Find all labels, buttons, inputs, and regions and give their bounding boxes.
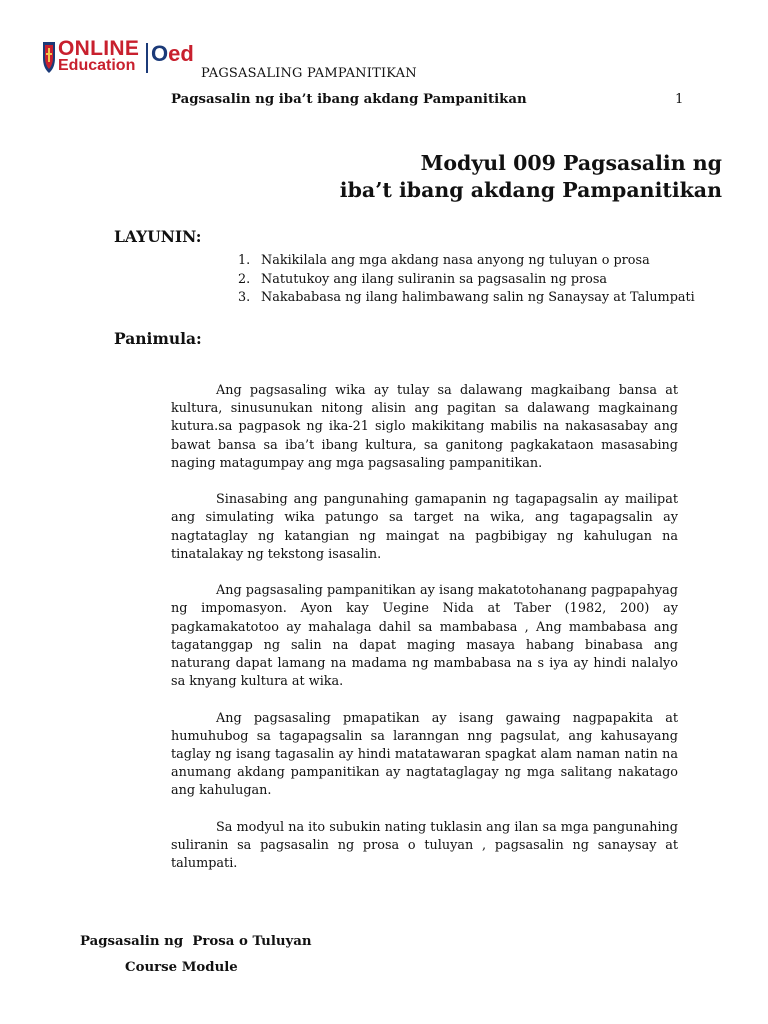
body-paragraph: Ang pagsasaling wika ay tulay sa dalawang magkaibang bansa at kultura, sinusunukan nitong alisin ang pagitan sa dalawang magkainang kutura.sa pagpasok ng ika-21 siglo makikitang mabilis na nakasasabay ang bawat bansa sa iba’t ibang kultura, sa ganitong pagkakataon masasabing naging matagumpay ang mga pagsasaling pampanitikan. xyxy=(171,383,678,471)
objective-item xyxy=(238,271,695,290)
objective-item xyxy=(238,252,695,271)
body-paragraph: Sinasabing ang pangunahing gamapanin ng tagapagsalin ay mailipat ang simulating wika patungo sa target na wika, ang tagapagsalin ay nagtataglay ng katangian ng maingat na pagbibigay ng kahulugan na tinatalakay ng tekstong isasalin. xyxy=(171,492,678,562)
logo-education-text: Education xyxy=(58,57,136,74)
footer-topic: Pagsasalin ng Prosa o Tuluyan xyxy=(80,934,312,949)
module-title xyxy=(340,150,722,204)
logo-oed-o: O xyxy=(151,41,169,66)
logo-oed-text xyxy=(151,42,194,66)
shield-icon xyxy=(42,40,56,74)
objectives-list xyxy=(238,252,695,308)
course-header: PAGSASALING PAMPANITIKAN xyxy=(201,66,417,81)
objective-number: 1. xyxy=(238,253,251,268)
layunin-heading: LAYUNIN: xyxy=(114,227,202,246)
module-title-line1: Modyul 009 Pagsasalin ng xyxy=(420,151,722,175)
objective-text: Natutukoy ang ilang suliranin sa pagsasalin ng prosa xyxy=(261,271,608,287)
topic-header: Pagsasalin ng iba’t ibang akdang Pampanitikan xyxy=(171,92,527,107)
page-number: 1 xyxy=(675,92,684,107)
body-paragraph: Sa modyul na ito subukin nating tuklasin ang ilan sa mga pangunahing suliranin sa pagsasalin ng prosa o tuluyan , pagsasalin ng sanaysay at talumpati. xyxy=(171,819,678,872)
logo-divider xyxy=(146,43,148,73)
objective-text: Nakababasa ng ilang halimbawang salin ng Sanaysay at Talumpati xyxy=(261,290,695,305)
logo-oed-rest: ed xyxy=(168,41,194,66)
footer-course-module: Course Module xyxy=(125,960,238,975)
body-paragraph: Ang pagsasaling pmapatikan ay isang gawaing nagpapakita at humuhubog sa tagapagsalin sa laranngan nng pagsulat, ang kahusayang taglay ng isang tagasalin ay hindi matatawaran spagkat alam naman natin na anumang akdang pampanitikan ay nagtataglagay ng mga salitang nakatago ang kahulugan. xyxy=(171,710,678,799)
logo-online-text: ONLINE xyxy=(58,37,140,60)
objective-text: Nakikilala ang mga akdang nasa anyong ng tuluyan o prosa xyxy=(261,253,650,268)
panimula-heading: Panimula: xyxy=(114,329,202,348)
body-paragraph: Ang pagsasaling pampanitikan ay isang makatotohanang pagpapahyag ng impomasyon. Ayon kay Uegine Nida at Taber (1982, 200) ay pagkamakatotoo ay mahalaga dahil sa mambabasa , Ang mambabasa ang tagatanggap ng salin na dapat maging masaya habang binabasa ang naturang dapat lamang na madama ng mambabasa na s iya ay hindi nalalyo sa knyang kultura at wika. xyxy=(171,583,678,690)
logo xyxy=(42,40,56,74)
objective-number: 3. xyxy=(238,290,251,305)
module-title-line2: iba’t ibang akdang Pampanitikan xyxy=(339,178,722,202)
panimula-body xyxy=(171,382,678,892)
objective-number: 2. xyxy=(238,271,251,287)
objective-item xyxy=(238,289,695,308)
